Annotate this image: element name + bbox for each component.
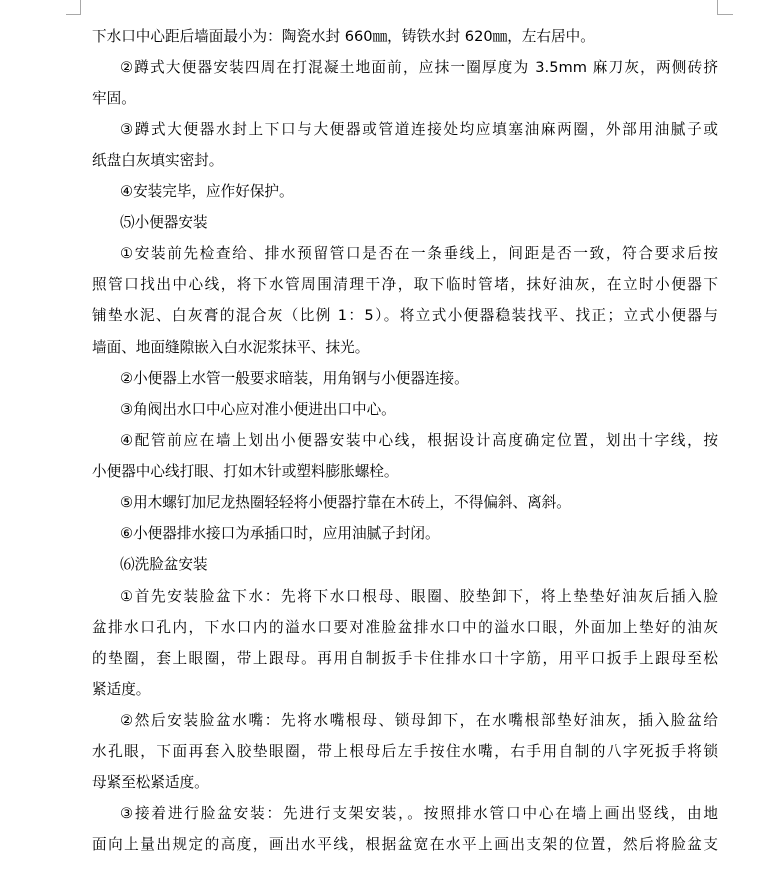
text-line-24: 水孔眼，下面再套入胶垫眼圈，带上根母后左手按住水嘴，右手用自制的八字死扳手将锁: [92, 743, 718, 760]
crop-mark-top-right-vertical: [717, 0, 718, 14]
text-line-5: 纸盘白灰填实密封。: [92, 152, 224, 169]
text-line-11: 墙面、地面缝隙嵌入白水泥浆抹平、抹光。: [92, 339, 370, 356]
text-line-3: 牢固。: [92, 90, 136, 107]
section-heading-urinal: ⑸小便器安装: [120, 214, 208, 231]
text-line-20: 盆排水口孔内，下水口内的溢水口要对准脸盆排水口中的溢水口眼，外面加上垫好的油灰: [92, 619, 718, 636]
text-line-23: ②然后安装脸盆水嘴：先将水嘴根母、锁母卸下，在水嘴根部垫好油灰，插入脸盆给: [120, 712, 718, 729]
text-line-6: ④安装完毕，应作好保护。: [120, 183, 294, 200]
crop-mark-top-left-horizontal: [66, 14, 81, 15]
text-line-14: ④配管前应在墙上划出小便器安装中心线，根据设计高度确定位置，划出十字线，按: [120, 432, 718, 449]
text-line-27: 面向上量出规定的高度，画出水平线，根据盆宽在水平上画出支架的位置，然后将脸盆支: [92, 836, 718, 853]
text-line-12: ②小便器上水管一般要求暗装，用角钢与小便器连接。: [120, 370, 469, 387]
crop-mark-top-left-vertical: [80, 0, 81, 14]
section-heading-washbasin: ⑹洗脸盆安装: [120, 556, 208, 573]
text-line-25: 母紧至松紧适度。: [92, 774, 209, 791]
text-line-8: ①安装前先检查给、排水预留管口是否在一条垂线上，间距是否一致，符合要求后按: [120, 245, 718, 262]
text-line-22: 紧适度。: [92, 681, 151, 698]
text-line-19: ①首先安装脸盆下水：先将下水口根母、眼圈、胶垫卸下，将上垫垫好油灰后插入脸: [120, 588, 718, 605]
text-line-4: ③蹲式大便器水封上下口与大便器或管道连接处均应填塞油麻两圈，外部用油腻子或: [120, 121, 718, 138]
text-line-10: 铺垫水泥、白灰膏的混合灰（比例 1：5）。将立式小便器稳装找平、找正；立式小便器与: [92, 307, 718, 324]
text-line-1: 下水口中心距后墙面最小为：陶瓷水封 660㎜，铸铁水封 620㎜，左右居中。: [92, 28, 595, 45]
text-line-9: 照管口找出中心线，将下水管周围清理干净，取下临时管堵，抹好油灰，在立时小便器下: [92, 276, 718, 293]
text-line-26: ③接着进行脸盆安装：先进行支架安装，。按照排水管口中心在墙上画出竖线，由地: [120, 805, 718, 822]
text-line-13: ③角阀出水口中心应对准小便进出口中心。: [120, 401, 396, 418]
text-line-21: 的垫圈，套上眼圈，带上跟母。再用自制扳手卡住排水口十字筋，用平口扳手上跟母至松: [92, 650, 718, 667]
text-line-2: ②蹲式大便器安装四周在打混凝土地面前，应抹一圈厚度为 3.5mm 麻刀灰，两侧砖挤: [120, 59, 718, 76]
text-line-17: ⑥小便器排水接口为承插口时，应用油腻子封闭。: [120, 525, 440, 542]
crop-mark-top-right-horizontal: [717, 14, 733, 15]
text-line-16: ⑤用木螺钉加尼龙热圈轻轻将小便器拧靠在木砖上，不得偏斜、离斜。: [120, 494, 571, 511]
text-line-15: 小便器中心线打眼、打如木针或塑料膨胀螺栓。: [92, 463, 399, 480]
